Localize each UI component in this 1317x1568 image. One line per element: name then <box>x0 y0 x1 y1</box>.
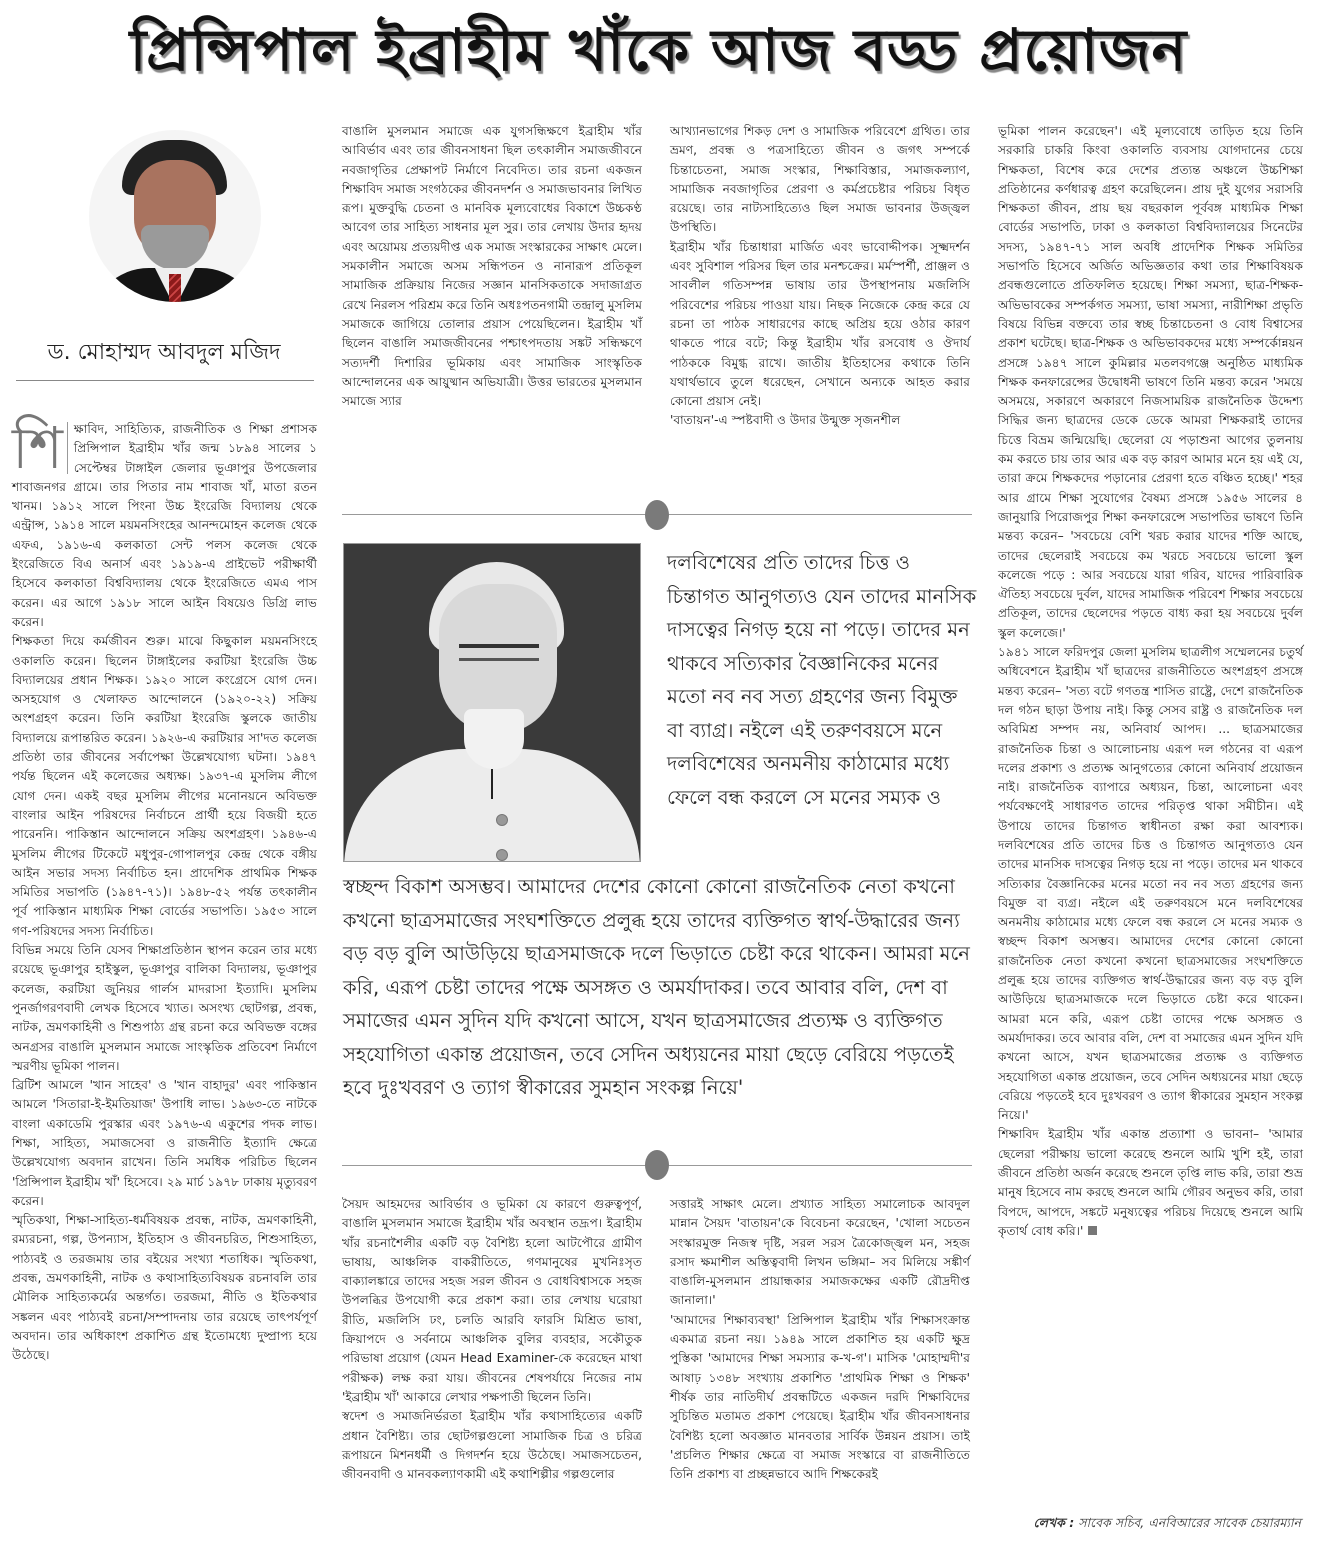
article-column-2-top <box>342 122 642 411</box>
divider-dot-icon <box>645 1150 669 1180</box>
author-divider <box>16 380 314 381</box>
article-column-3-bottom <box>670 1195 970 1484</box>
paragraph: স্বদেশ ও সমাজনির্ভরতা ইব্রাহীম খাঁর কথাসাহিত্যের একটি প্রধান বৈশিষ্ট্য। তার ছোটগল্পগুলো সামাজিক চিত্র ও চরিত্র রূপায়নে মিশনধর্মী ও দিগদর্শন হয়ে উঠেছে। সমাজসচেতন, জীবনবাদী ও মানবকল্যাণকামী এই কথাশিল্পীর গল্পগুলোর <box>342 1409 642 1482</box>
author-name: ড. মোহাম্মদ আবদুল মজিদ <box>47 340 281 365</box>
article-headline: প্রিন্সিপাল ইব্রাহীম খাঁকে আজ বড্ড প্রয়োজন <box>129 16 1188 84</box>
paragraph: ১৯৪১ সালে ফরিদপুর জেলা মুসলিম ছাত্রলীগ সম্মেলনের চতুর্থ অধিবেশনে ইব্রাহীম খাঁ ছাত্রদের রাজনীতিতে অংশগ্রহণ প্রসঙ্গে মন্তব্য করেন– 'সত্য বটে গণতন্ত্র শাসিত রাষ্ট্রে, দেশে রাজনৈতিক দল গঠন ছাড়া উপায় নাই। কিন্তু সেসব রাষ্ট্র ও রাজনৈতিক দল অবিমিশ্র সম্পদ নয়, অনিবার্য আপদ। ... ছাত্রসমাজের রাজনৈতিক চিন্তা ও আলোচনায় এরূপ দল গঠনের বা এরূপ দলের প্রকাশ্য ও প্রত্যক্ষ আনুগত্যের কোনো অনিবার্য প্রয়োজন নাই। রাজনৈতিক ব্যাপারে অধ্যয়ন, চিন্তা, আলোচনা এবং পর্যবেক্ষণেই সাধারণত তাদের পরিতৃপ্ত থাকা সমীচীন। এই উপায়ে তাদের চিন্তাগত স্বাধীনতা রক্ষা করা আবশ্যক। দলবিশেষের প্রতি তাদের চিত্ত ও চিন্তাগত আনুগত্যও যেন তাদের মানসিক দাসত্বের নিগড় হয়ে না পড়ে। তাদের মন থাকবে সত্যিকার বৈজ্ঞানিকের মনের মতো নব নব সত্য গ্রহণের জন্য বিমুক্ত বা ব্যগ্র। নইলে এই তরুণবয়সে মনে দলবিশেষের অনমনীয় কাঠামোর মধ্যে ফেলে বন্ধ করলে সে মনের সম্যক ও স্বচ্ছন্দ বিকাশ অসম্ভব। আমাদের দেশের কোনো কোনো রাজনৈতিক নেতা কখনো কখনো ছাত্রসমাজের সংঘশক্তিতে প্রলুব্ধ হয়ে তাদের ব্যক্তিগত স্বার্থ-উদ্ধারের জন্য বড় বড় বুলি আউড়িয়ে ছাত্রসমাজকে দলে ভিড়াতে চেষ্টা করে থাকেন। আমরা মনে করি, এরূপ চেষ্টা তাদের পক্ষে অসঙ্গত ও অমর্যাদাকর। তবে আবার বলি, দেশ বা সমাজের এমন সুদিন যদি কখনো আসে, যখন ছাত্রসমাজের প্রত্যক্ষ ও ব্যক্তিগত সহযোগিতা একান্ত প্রয়োজন, তবে সেদিন অধ্যয়নের মায়া ছেড়ে বেরিয়ে পড়তেই হবে দুঃখবরণ ও ত্যাগ স্বীকারের সুমহান সংকল্প নিয়ে।' <box>998 645 1303 1123</box>
pull-quote-full: স্বচ্ছন্দ বিকাশ অসম্ভব। আমাদের দেশের কোনো কোনো রাজনৈতিক নেতা কখনো কখনো ছাত্রসমাজের সংঘশক্তিতে প্রলুব্ধ হয়ে তাদের ব্যক্তিগত স্বার্থ-উদ্ধারের জন্য বড় বড় বুলি আউড়িয়ে ছাত্রসমাজকে দলে ভিড়াতে চেষ্টা করে থাকেন। আমরা মনে করি, এরূপ চেষ্টা তাদের পক্ষে অসঙ্গত ও অমর্যাদাকর। তবে আবার বলি, দেশ বা সমাজের এমন সুদিন যদি কখনো আসে, যখন ছাত্রসমাজের প্রত্যক্ষ ও ব্যক্তিগত সহযোগিতা একান্ত প্রয়োজন, তবে সেদিন অধ্যয়নের মায়া ছেড়ে বেরিয়ে পড়তেই হবে দুঃখবরণ ও ত্যাগ স্বীকারের সুমহান সংকল্প নিয়ে' <box>343 875 970 1099</box>
author-photo <box>89 130 261 302</box>
paragraph: ভূমিকা পালন করেছেন'। এই মূল্যবোধে তাড়িত হয়ে তিনি সরকারি চাকরি কিংবা ওকালতি ব্যবসায় যোগদানের চেয়ে শিক্ষকতা, বিশেষ করে দেশের প্রত্যন্ত অঞ্চলে উচ্চশিক্ষা প্রতিষ্ঠানের কর্ণধারত্ব গ্রহণ করেছিলেন। প্রায় দুই যুগের সরাসরি শিক্ষকতা জীবন, প্রায় ছয় বছরকাল পূর্ববঙ্গ মাধ্যমিক শিক্ষা বোর্ডের সভাপতি, ঢাকা ও কলকাতা বিশ্ববিদ্যালয়ের সিনেটের সদস্য, ১৯৪৭-৭১ সাল অবধি প্রাদেশিক শিক্ষক সমিতির সভাপতি হিসেবে অর্জিত অভিজ্ঞতার কথা তার শিক্ষাবিষয়ক প্রবন্ধগুলোতে প্রতিফলিত হয়েছে। শিক্ষা সমস্যা, ছাত্র-শিক্ষক-অভিভাবকের সম্পর্কগত সমস্যা, ভাষা সমস্যা, নারীশিক্ষা প্রভৃতি বিষয়ে বিভিন্ন বক্তব্যে তার স্বচ্ছ চিন্তাচেতনা ও বোধ বিশ্বাসের প্রকাশ ঘটেছে। ছাত্র-শিক্ষক ও অভিভাবকদের মধ্যে সম্পর্কোন্নয়ন প্রসঙ্গে ১৯৪৭ সালে কুমিল্লার মতলবগঞ্জে অনুষ্ঠিত মাধ্যমিক শিক্ষক কনফারেন্সের উদ্বোধনী ভাষণে তিনি মন্তব্য করেন 'সময়ে অসময়ে, সকারণে অকারণে নিজসাময়িক রাজনৈতিক উদ্দেশ্য সিদ্ধির জন্য ছাত্রদের ডেকে ডেকে আমরা শিক্ষকরাই তাদের চিত্তে বিভ্রম জন্মিয়েছি। ছেলেরা যে পড়াশুনা আগের তুলনায় কম করতে চায় তার আর এক বড় কারণ আমার মনে হয় এই যে, তারা ক্রমে শিক্ষকদের পড়ানোর প্রেরণা হতে বঞ্চিত হচ্ছে।' শহর আর গ্রামে শিক্ষা সুযোগের বৈষম্য প্রসঙ্গে ১৯৫৬ সালের ৪ জানুয়ারি পিরোজপুর শিক্ষা কনফারেন্সে সভাপতির ভাষণে তিনি মন্তব্য করেন– 'সবচেয়ে বেশি খরচ করার যাদের শক্তি আছে, তাদের ছেলেরাই সবচেয়ে কম খরচে সবচেয়ে ভালো স্কুল কলেজে পড়ে : আর সবচেয়ে যারা গরিব, যাদের পারিবারিক ঐতিহ্য সবচেয়ে দুর্বল, যাদের সামাজিক পরিবেশ শিক্ষার সবচেয়ে প্রতিকূল, তাদের ছেলেদের পড়তে বাধ্য করা হয় সবচেয়ে দুর্বল স্কুল কলেজে।' <box>998 124 1303 640</box>
article-column-3-top <box>670 122 970 431</box>
paragraph: আখ্যানভাগের শিকড় দেশ ও সামাজিক পরিবেশে গ্রথিত। তার ভ্রমণ, প্রবন্ধ ও পত্রসাহিত্যে জীবন ও জগৎ সম্পর্কে চিন্তাচেতনা, সমাজ সংস্কার, শিক্ষাবিস্তার, সমাজকল্যাণ, সামাজিক নবজাগৃতির প্রেরণা ও কর্মপ্রচেষ্টার পরিচয় বিধৃত রয়েছে। তার নাট্যসাহিত্যেও ছিল সমাজ ভাবনার উজ্জ্বল উপস্থিতি। <box>670 124 970 235</box>
paragraph: বাঙালি মুসলমান সমাজে এক যুগসন্ধিক্ষণে ইব্রাহীম খাঁর আবির্ভাব এবং তার জীবনসাধনা ছিল তৎকালীন সমাজজীবনে নবজাগৃতির প্রেক্ষাপট নির্মাণে নিবেদিত। তার রচনা একজন শিক্ষাবিদ সমাজ সংগঠকের জীবনদর্শন ও সমাজভাবনার লিখিত রূপ। মুক্তবুদ্ধি চেতনা ও মানবিক মূল্যবোধের বিকাশে উচ্চকণ্ঠ আবেগ তার সাহিত্য সাধনার মূল সুর। তার লেখায় উদার হৃদয় এবং অয়োময় প্রত্যয়দীপ্ত এক সমাজ সংস্কারকের সাক্ষাৎ মেলে। সমকালীন সমাজে অসম সন্ধিপতন ও নানারূপ প্রতিকূল সামাজিক প্রক্রিয়ায় নিজের সজ্ঞান মানসিকতাকে সদাজাগ্রত রেখে নিরলস পরিশ্রম করে তিনি অধঃপতনগামী তন্দ্রালু মুসলিম সমাজকে জাগিয়ে তোলার প্রয়াস পেয়েছিলেন। ইব্রাহীম খাঁ ছিলেন বাঙালি সমাজজীবনের পশ্চাৎপদতায় সঙ্কট সন্ধিক্ষণে সত্যদর্শী দিশারির ভূমিকায় এবং সামাজিক সাংস্কৃতিক আন্দোলনের এক আয়ুষ্মান অভিযাত্রী। উত্তর ভারতের মুসলমান সমাজে স্যার <box>342 124 642 409</box>
paragraph: 'আমাদের শিক্ষাব্যবস্থা' প্রিন্সিপাল ইব্রাহীম খাঁর শিক্ষাসংক্রান্ত একমাত্র রচনা নয়। ১৯৪৯ সালে প্রকাশিত হয় একটি ক্ষুদ্র পুস্তিকা 'আমাদের শিক্ষা সমস্যার ক-খ-গ'। মাসিক 'মোহাম্মদী'র আষাঢ় ১৩৪৮ সংখ্যায় প্রকাশিত 'প্রাথমিক শিক্ষা ও শিক্ষক' শীর্ষক তার নাতিদীর্ঘ প্রবন্ধটিতে একজন দরদি শিক্ষাবিদের সুচিন্তিত মতামত প্রকাশ পেয়েছে। ইব্রাহীম খাঁর জীবনসাধনার বৈশিষ্ট্য হলো অবজ্ঞাত মানবতার সার্বিক উন্নয়ন প্রয়াস। তাই 'প্রচলিত শিক্ষার ক্ষেত্রে বা সমাজ সংস্কারে বা রাজনীতিতে তিনি প্রকাশ্য বা প্রচ্ছন্নভাবে আদি শিক্ষকেরই <box>670 1312 970 1482</box>
paragraph: সৈয়দ আহমদের আবির্ভাব ও ভূমিকা যে কারণে গুরুত্বপূর্ণ, বাঙালি মুসলমান সমাজে ইব্রাহীম খাঁর অবস্থান তদ্রূপ। ইব্রাহীম খাঁর রচনাশৈলীর একটি বড় বৈশিষ্ট্য হলো আটপৌরে গ্রামীণ ভাষায়, আঞ্চলিক বাকরীতিতে, গণমানুষের মুখনিঃসৃত বাক্যালঙ্কারে তাদের সহজ সরল জীবন ও বোধবিশ্বাসকে সহজ উপলব্ধির উপযোগী করে প্রকাশ করা। তার লেখায় ঘরোয়া রীতি, মজলিসি ঢং, চলতি আরবি ফারসি মিশ্রিত ভাষা, ক্রিয়াপদে ও সর্বনামে আঞ্চলিক বুলির ব্যবহার, সকৌতুক পরিভাষা প্রয়োগ (যেমন Head Examiner-কে করেছেন মাথা পরীক্ষক) লক্ষ করা যায়। জীবনের শেষপর্যায়ে নিজের নাম 'ইব্রাহীম খাঁ' আকারে লেখার পক্ষপাতী ছিলেন তিনি। <box>342 1197 642 1404</box>
paragraph: সত্তারই সাক্ষাৎ মেলে। প্রখ্যাত সাহিত্য সমালোচক আবদুল মান্নান সৈয়দ 'বাতায়ন'কে বিবেচনা করেছেন, 'খোলা সচেতন সংস্কারমুক্ত নিজস্ব দৃষ্টি, সরল সরস ত্রৈকোজ্জ্বল মন, সহজ রসাদ ক্ষমাশীল অস্তিত্ববাদী লিখন ভঙ্গিমা– সব মিলিয়ে সঙ্কীর্ণ বাঙালি-মুসলমান প্রায়ান্ধকার সমাজকক্ষের একটি রৌদ্রদীপ্ত জানালা।' <box>670 1197 970 1308</box>
paragraph: বিভিন্ন সময়ে তিনি যেসব শিক্ষাপ্রতিষ্ঠান স্থাপন করেন তার মধ্যে রয়েছে ভূঞাপুর হাইস্কুল, ভূঞাপুর বালিকা বিদ্যালয়, ভূঞাপুর কলেজ, করটিয়া জুনিয়র গার্লস মাদরাসা ইত্যাদি। মুসলিম পুনর্জাগরণবাদী লেখক হিসেবে খ্যাত। অসংখ্য ছোটগল্প, প্রবন্ধ, নাটক, ভ্রমণকাহিনী ও শিশুপাঠ্য গ্রন্থ রচনা করে অবিভক্ত বঙ্গের অনগ্রসর বাঙালি মুসলমান সমাজে সাংস্কৃতিক প্রতিবেশ নির্মাণে স্মরণীয় ভূমিকা পালন। <box>12 943 317 1073</box>
byline-label: লেখক : <box>1033 1515 1075 1530</box>
article-column-2-bottom <box>342 1195 642 1484</box>
article-column-4 <box>998 122 1303 1241</box>
byline-text: সাবেক সচিব, এনবিআরের সাবেক চেয়ারম্যান <box>1078 1515 1301 1530</box>
paragraph: ইব্রাহীম খাঁর চিন্তাধারা মার্জিত এবং ভাবোদ্দীপক। সূক্ষ্মদর্শন এবং সুবিশাল পরিসর ছিল তার মনশ্চক্রের। মর্মস্পর্শী, প্রাঞ্জল ও সাবলীল গতিসম্পন্ন ভাষায় তার উপস্থাপনায় মজলিসি পরিবেশের পরিচয় পাওয়া যায়। নিছক নিজেকে কেন্দ্র করে যে রচনা তা পাঠক সাধারণের কাছে অপ্রিয় হয়ে ওঠার কারণ থাকতে পারে বটে; কিন্তু ইব্রাহীম খাঁর রসবোধ ও ঔদার্য পাঠককে বিমুগ্ধ রাখে। জাতীয় ইতিহাসের কথাকে তিনি যথার্থভাবে তুলে ধরেছেন, সেখানে অন্যকে আহত করার কোনো প্রয়াস নেই। <box>670 239 970 409</box>
divider-dot-icon <box>645 500 669 530</box>
paragraph: শিক্ষকতা দিয়ে কর্মজীবন শুরু। মাঝে কিছুকাল ময়মনসিংহে ওকালতি করেন। ছিলেন টাঙ্গাইলের করটিয়া ইংরেজি উচ্চ বিদ্যালয়ের প্রধান শিক্ষক। ১৯২০ সালে কংগ্রেসে যোগ দেন। অসহযোগ ও খেলাফত আন্দোলনে (১৯২০-২২) সক্রিয় অংশগ্রহণ করেন। তিনি করটিয়া ইংরেজি স্কুলকে জাতীয় বিদ্যালয়ে রূপান্তরিত করেন। ১৯২৬-এ করটিয়ার সা'দত কলেজ প্রতিষ্ঠা তার জীবনের সর্বাপেক্ষা উল্লেখযোগ্য ঘটনা। ১৯৪৭ পর্যন্ত ছিলেন এই কলেজের অধ্যক্ষ। ১৯৩৭-এ মুসলিম লীগে যোগ দেন। একই বছর মুসলিম লীগের মনোনয়নে অবিভক্ত বাংলার আইন পরিষদের নির্বাচনে প্রার্থী হয়ে বিজয়ী হতে পারেননি। পাকিস্তান আন্দোলনে সক্রিয় অংশগ্রহণ। ১৯৪৬-এ মুসলিম লীগের টিকেটে মধুপুর-গোপালপুর কেন্দ্র থেকে বঙ্গীয় আইন সভার সদস্য নির্বাচিত হন। প্রাদেশিক প্রাথমিক শিক্ষক সমিতির সভাপতি (১৯৪৭-৭১)। ১৯৪৮-৫২ পর্যন্ত তৎকালীন পূর্ব পাকিস্তান মাধ্যমিক শিক্ষা বোর্ডের সভাপতি। ১৯৫৩ সালে গণ-পরিষদের সদস্য নির্বাচিত। <box>12 634 317 938</box>
drop-cap: শি <box>12 422 68 474</box>
subject-portrait <box>343 543 641 862</box>
paragraph: স্মৃতিকথা, শিক্ষা-সাহিত্য-ধর্মবিষয়ক প্রবন্ধ, নাটক, ভ্রমণকাহিনী, রম্যরচনা, গল্প, উপন্যাস, ইতিহাস ও জীবনচরিত, শিশুসাহিত্য, পাঠ্যবই ও তরজমায় তার বইয়ের সংখ্যা শতাধিক। স্মৃতিকথা, প্রবন্ধ, ভ্রমণকাহিনী, নাটক ও কথাসাহিত্যবিষয়ক রচনাবলি তার মৌলিক সাহিত্যকর্মের অন্তর্গত। তরজমা, নীতি ও ইতিকথার সঙ্কলন এবং পাঠ্যবই রচনা/সম্পাদনায় তার রয়েছে তাৎপর্যপূর্ণ অবদান। তার অধিকাংশ প্রকাশিত গ্রন্থ ইতোমধ্যে দুষ্প্রাপ্য হয়ে উঠেছে। <box>12 1213 317 1363</box>
paragraph: ব্রিটিশ আমলে 'খান সাহেব' ও 'খান বাহাদুর' এবং পাকিস্তান আমলে 'সিতারা-ই-ইমতিয়াজ' উপাধি লাভ। ১৯৬৩-তে নাটকে বাংলা একাডেমি পুরস্কার এবং ১৯৭৬-এ একুশের পদক লাভ। শিক্ষা, সাহিত্য, সমাজসেবা ও রাজনীতি ইত্যাদি ক্ষেত্রে উল্লেখযোগ্য অবদান রাখেন। তিনি সমধিক পরিচিত ছিলেন 'প্রিন্সিপাল ইব্রাহীম খাঁ' হিসেবে। ২৯ মার্চ ১৯৭৮ ঢাকায় মৃত্যুবরণ করেন। <box>12 1078 317 1208</box>
paragraph: শিক্ষাবিদ ইব্রাহীম খাঁর একান্ত প্রত্যাশা ও ভাবনা– 'আমার ছেলেরা পরীক্ষায় ভালো করেছে শুনলে আমি খুশি হই, তারা জীবনে প্রতিষ্ঠা অর্জন করেছে শুনলে তৃপ্তি লাভ করি, তারা শুভ্র মানুষ হিসেবে নাম করছে শুনলে আমি গৌরব অনুভব করি, তারা বিপদে, আপদে, সঙ্কটে মনুষ্যত্বের পরিচয় দিয়েছে শুনলে আমি কৃতার্থ বোধ করি।' <box>998 1127 1303 1238</box>
pull-quote-right: দলবিশেষের প্রতি তাদের চিত্ত ও চিন্তাগত আনুগত্যও যেন তাদের মানসিক দাসত্বের নিগড় হয়ে না পড়ে। তাদের মন থাকবে সত্যিকার বৈজ্ঞানিকের মনের মতো নব নব সত্য গ্রহণের জন্য বিমুক্ত বা ব্যাগ্র। নইলে এই তরুণবয়সে মনে দলবিশেষের অনমনীয় কাঠামোর মধ্যে ফেলে বন্ধ করলে সে মনের সম্যক ও <box>667 551 977 809</box>
paragraph: 'বাতায়ন'-এ স্পষ্টবাদী ও উদার উন্মুক্ত সৃজনশীল <box>670 413 901 428</box>
end-mark-icon <box>1088 1226 1097 1235</box>
author-byline <box>1005 1510 1301 1536</box>
article-column-1 <box>12 414 317 1366</box>
paragraph: ক্ষাবিদ, সাহিত্যিক, রাজনীতিক ও শিক্ষা প্রশাসক প্রিন্সিপাল ইব্রাহীম খাঁর জন্ম ১৮৯৪ সালের ১ সেপ্টেম্বর টাঙ্গাইল জেলার ভূঞাপুর উপজেলার শাবাজনগর গ্রামে। তার পিতার নাম শাবাজ খাঁ, মাতা রতন খানম। ১৯১২ সালে পিংনা উচ্চ ইংরেজি বিদ্যালয় থেকে এন্ট্রান্স, ১৯১৪ সালে ময়মনসিংহের আনন্দমোহন কলেজ থেকে এফএ, ১৯১৬-এ কলকাতা সেন্ট পলস কলেজ থেকে ইংরেজিতে বিএ অনার্স এবং ১৯১৯-এ প্রাইভেট পরীক্ষার্থী হিসেবে কলকাতা বিশ্ববিদ্যালয় থেকে ইংরেজিতে এমএ পাস করেন। এর আগে ১৯১৮ সালে আইন বিষয়েও ডিগ্রি লাভ করেন। <box>12 422 317 629</box>
